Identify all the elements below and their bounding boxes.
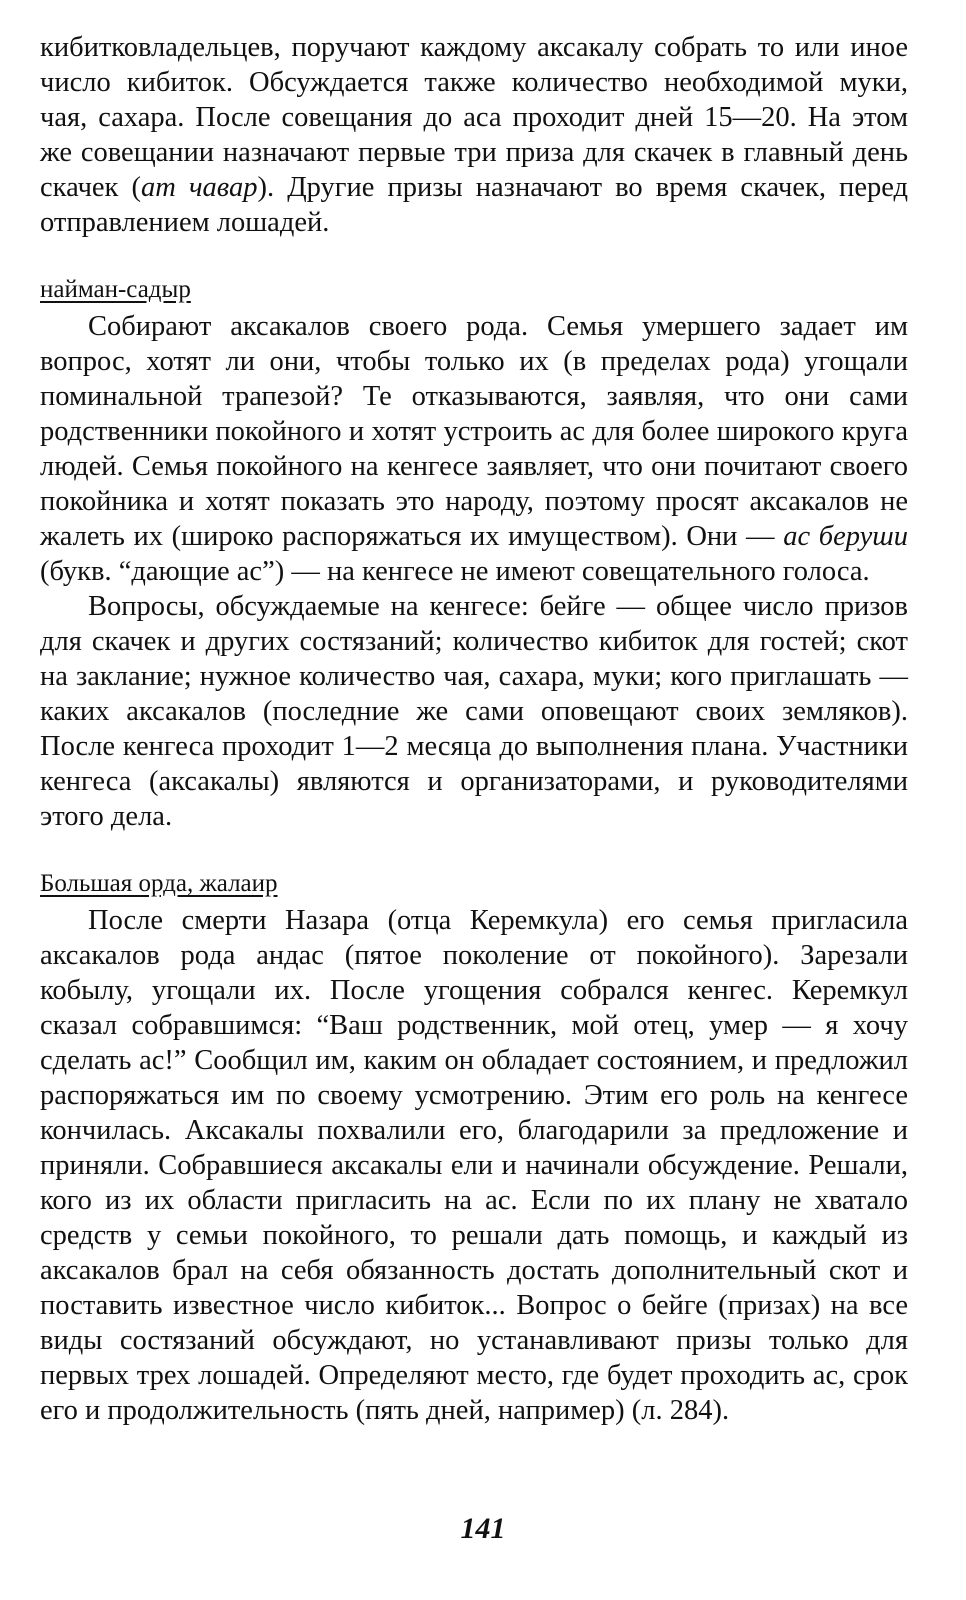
section1-paragraph-1 [40,309,908,589]
intro-text: кибитковладельцев, поручают каждому аксакалу собрать то или иное число кибиток. Обсуждается также количество необходимой муки, чая, сахара. После совещания до аса проходит дней 15—20. На этом же совещании назначают первые три приза для скачек в главный день скачек ( [40,32,908,203]
intro-paragraph [40,30,908,240]
section1-p1-term: ас беруши [783,521,909,552]
page-number: 141 [460,1512,506,1545]
section2-paragraph-1: После смерти Назара (отца Керемкула) его семья пригласила аксакалов рода андас (пятое поколение от покойного). Зарезали кобылу, угощали их. После угощения собрался кенгес. Керемкул сказал собравшимся: “Ваш родственник, мой отец, умер — я хочу сделать ас!” Сообщил им, каким он обладает состоянием, и предложил распоряжаться им по своему усмотрению. Этим его роль на кенгесе кончилась. Аксакалы похвалили его, благодарили за предложение и приняли. Собравшиеся аксакалы ели и начинали обсуждение. Решали, кого из их области пригласить на ас. Если по их плану не хватало средств у семьи покойного, то решали дать помощь, и каждый из аксакалов брал на себя обязанность достать дополнительный скот и поставить известное число кибиток... Вопрос о бейге (призах) на все виды состязаний обсуждают, но устанавливают призы только для первых трех лошадей. Определяют место, где будет проходить ас, срок его и продолжительность (пять дней, например) (л. 284). [40,905,908,1426]
section1-p1-end: (букв. “дающие ас”) — на кенгесе не имеют совещательного голоса. [40,556,870,587]
section-heading-nayman-sadyr: найман-садыр [40,276,191,303]
intro-tail: ). Другие призы назначают во время скачек, перед отправлением лошадей. [40,172,908,238]
section-heading-bolshaya-orda: Большая орда, жалаир [40,870,278,897]
intro-term: ат чавар [141,172,258,203]
section1-p1-start: Собирают аксакалов своего рода. Семья умершего задает им вопрос, хотят ли они, чтобы только их (в пределах рода) угощали поминальной трапезой? Те отказываются, заявляя, что они сами родственники покойного и хотят устроить ас для более широкого круга людей. Семья покойного на кенгесе заявляет, что они почитают своего покойника и хотят показать это народу, поэтому просят аксакалов не жалеть их (широко распоряжаться их имуществом). Они — [40,311,908,552]
page-body [40,30,908,1428]
section1-paragraph-2: Вопросы, обсуждаемые на кенгесе: бейге — общее число призов для скачек и других состязаний; количество кибиток для гостей; скот на заклание; нужное количество чая, сахара, муки; кого приглашать — каких аксакалов (последние же сами оповещают своих земляков). После кенгеса проходит 1—2 месяца до выполнения плана. Участники кенгеса (аксакалы) являются и организаторами, и руководителями этого дела. [40,591,908,832]
